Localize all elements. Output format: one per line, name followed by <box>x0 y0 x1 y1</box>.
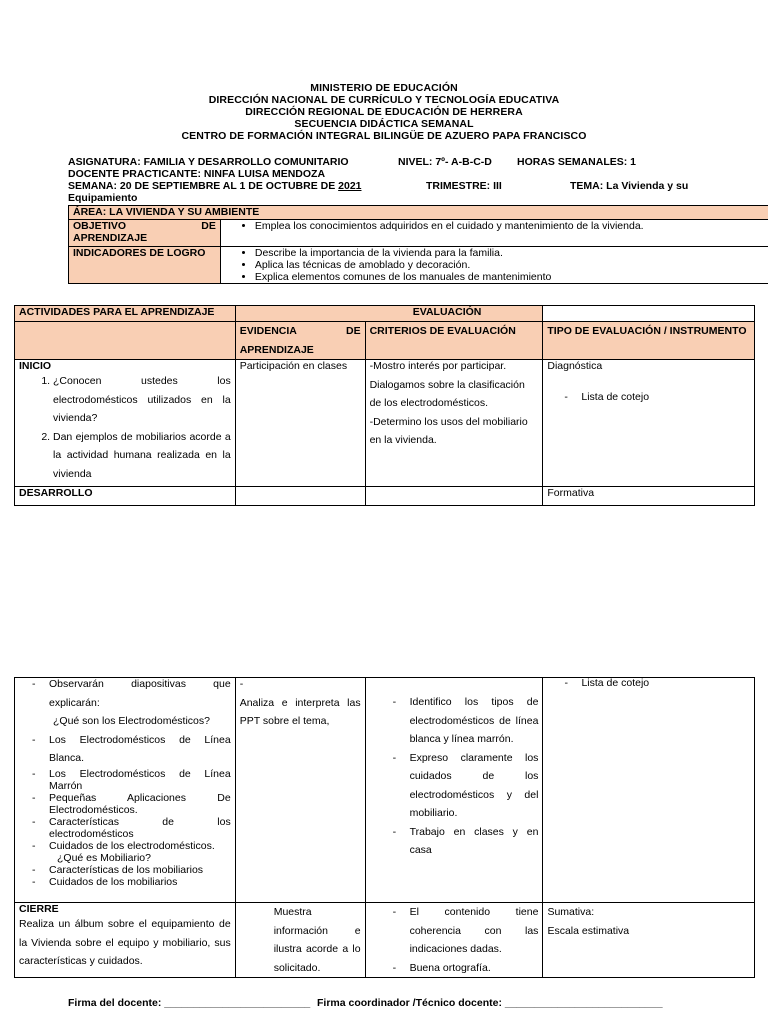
evaluation-type-heading: TIPO DE EVALUACIÓN / INSTRUMENTO <box>543 322 755 360</box>
empty-header-cell <box>543 306 755 322</box>
question-mobiliario: ¿Qué es Mobiliario? <box>57 851 151 864</box>
cierre-label: CIERRE <box>19 903 59 915</box>
development-item: - Los Electrodomésticos de Línea Blanca. <box>49 731 231 768</box>
desarrollo-label: DESARROLLO <box>15 487 236 506</box>
teacher-label: DOCENTE PRACTICANTE: NINFA LUISA MENDOZA <box>68 168 326 180</box>
header-document-type: SECUENCIA DIDÁCTICA SEMANAL <box>294 118 474 130</box>
term-label: TRIMESTRE: III <box>426 180 502 192</box>
indicator-item: • Describe la importancia de la vivienda para la familia. <box>255 247 768 259</box>
header-school-name: CENTRO DE FORMACIÓN INTEGRAL BILINGÜE DE AZUERO PAPA FRANCISCO <box>181 130 587 142</box>
subject-label: ASIGNATURA: FAMILIA Y DESARROLLO COMUNITARIO <box>68 156 349 168</box>
week-year: 2021 <box>338 180 362 192</box>
activities-heading: ACTIVIDADES PARA EL APRENDIZAJE <box>15 306 236 322</box>
development-table <box>14 677 755 978</box>
cierre-type-cell <box>543 903 755 978</box>
inicio-criterion: Dialogamos sobre la clasificación de los electrodomésticos. <box>369 378 525 409</box>
cierre-evidence: Muestra información e ilustra acorde a lo solicitado. <box>235 903 365 978</box>
development-item: - Los Electrodomésticos de Línea Marrón <box>49 768 231 792</box>
evaluation-heading: EVALUACIÓN <box>235 306 543 322</box>
cierre-instrument: Escala estimativa <box>547 924 630 937</box>
area-title: ÁREA: LA VIVIENDA Y SU AMBIENTE <box>69 206 768 220</box>
topic-continuation: Equipamiento <box>68 192 138 204</box>
activities-table <box>14 305 755 506</box>
week-range: SEMANA: 20 DE SEPTIEMBRE AL 1 DE OCTUBRE DE <box>68 180 336 192</box>
inicio-label: INICIO <box>19 360 52 372</box>
development-item: - Observarán diapositivas que explicarán: <box>49 675 231 712</box>
evidence-heading: EVIDENCIA DE APRENDIZAJE <box>235 322 365 360</box>
development-item: - Características de los electrodomésticos <box>49 816 231 840</box>
objective-text: • Emplea los conocimientos adquiridos en el cuidado y mantenimiento de la vivienda. <box>255 220 768 232</box>
header-ministry: MINISTERIO DE EDUCACIÓN <box>310 82 458 94</box>
cierre-type: Sumativa: <box>547 906 595 918</box>
objective-label: OBJETIVO DE APRENDIZAJE <box>69 220 221 247</box>
development-instrument-cell <box>543 678 755 903</box>
header-direction-regional: DIRECCIÓN REGIONAL DE EDUCACIÓN DE HERRERA <box>245 106 523 118</box>
inicio-cell <box>15 360 236 487</box>
question-electrodomesticos: ¿Qué son los Electrodomésticos? <box>53 715 210 727</box>
teacher-signature-line: Firma del docente: _________________________ <box>68 997 311 1009</box>
desarrollo-criteria-empty <box>365 487 543 506</box>
inicio-type-cell <box>543 360 755 487</box>
inicio-evidence: Participación en clases <box>235 360 365 487</box>
development-item: - Cuidados de los electrodomésticos. <box>49 840 231 852</box>
development-criterion: - Identifico los tipos de electrodomésticos de línea blanca y línea marrón. <box>410 693 539 749</box>
area-table <box>68 205 768 284</box>
topic-label: TEMA: La Vivienda y su <box>570 180 689 192</box>
inicio-type: Diagnóstica <box>547 360 603 372</box>
development-evidence: Analiza e interpreta las PPT sobre el tema, <box>239 696 361 727</box>
development-item: - Pequeñas Aplicaciones De Electrodomésticos. <box>49 792 231 816</box>
indicators-cell <box>220 247 768 284</box>
inicio-criterion: -Determino los usos del mobiliario en la vivienda. <box>369 415 528 446</box>
desarrollo-type: Formativa <box>543 487 755 506</box>
week-label <box>68 181 362 192</box>
development-item: - Características de los mobiliarios <box>49 864 231 876</box>
inicio-question-2: 2. Dan ejemplos de mobiliarios acorde a la actividad humana realizada en la vivienda <box>53 428 231 484</box>
inicio-criterion: -Mostro interés por participar. <box>369 360 507 372</box>
cierre-cell <box>15 903 236 978</box>
indicator-item: • Aplica las técnicas de amoblado y decoración. <box>255 259 768 271</box>
development-item: - Cuidados de los mobiliarios <box>49 876 231 888</box>
coordinator-signature-line: Firma coordinador /Técnico docente: ___________________________ <box>317 997 663 1009</box>
cierre-criterion: - El contenido tiene coherencia con las indicaciones dadas. <box>410 903 539 959</box>
cierre-criterion: - Buena ortografía. <box>410 959 539 978</box>
inicio-instrument: - Lista de cotejo <box>581 388 750 407</box>
development-criteria-cell <box>365 678 543 903</box>
desarrollo-evidence-empty <box>235 487 365 506</box>
level-label: NIVEL: 7º- A-B-C-D <box>398 156 492 168</box>
header-direction-national: DIRECCIÓN NACIONAL DE CURRÍCULO Y TECNOLOGÍA EDUCATIVA <box>208 94 560 106</box>
cierre-criteria-cell <box>365 903 543 978</box>
activities-subheading-empty <box>15 322 236 360</box>
development-activities-cell <box>15 678 236 903</box>
development-criterion: - Expreso claramente los cuidados de los electrodomésticos y del mobiliario. <box>410 749 539 823</box>
indicator-item: • Explica elementos comunes de los manuales de mantenimiento <box>255 271 768 283</box>
development-evidence-dash: - <box>239 678 244 690</box>
criteria-heading: CRITERIOS DE EVALUACIÓN <box>365 322 543 360</box>
inicio-criteria-cell <box>365 360 543 487</box>
inicio-question-1: 1. ¿Conocen ustedes los electrodomésticos utilizados en la vivienda? <box>53 372 231 428</box>
development-criterion: - Trabajo en clases y en casa <box>410 823 539 860</box>
development-evidence-cell <box>235 678 365 903</box>
development-instrument: - Lista de cotejo <box>581 674 750 693</box>
weekly-hours-label: HORAS SEMANALES: 1 <box>517 156 637 168</box>
indicators-label: INDICADORES DE LOGRO <box>69 247 221 284</box>
objective-cell <box>220 220 768 247</box>
cierre-text: Realiza un álbum sobre el equipamiento de la Vivienda sobre el equipo y mobiliario, sus características y cuidados. <box>19 918 231 967</box>
